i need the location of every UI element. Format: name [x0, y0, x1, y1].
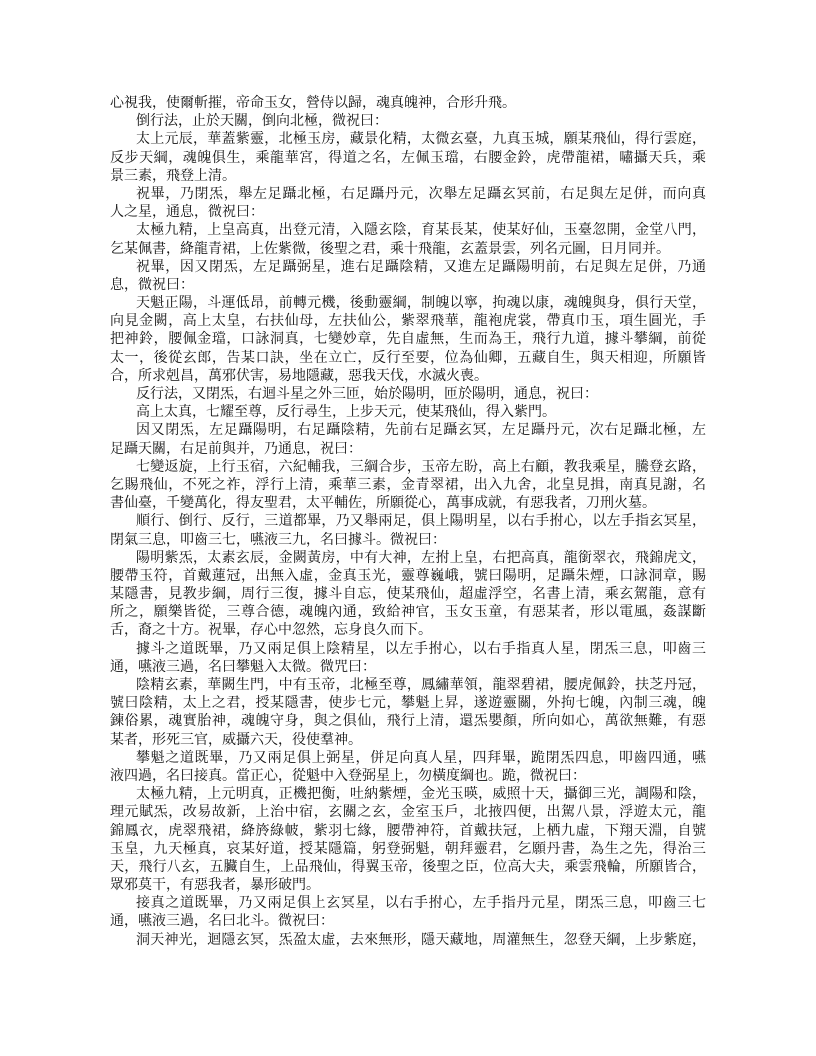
- paragraph: [110, 130, 706, 185]
- paragraph: [110, 749, 706, 785]
- text-line: 太一，後從玄郎，告某口訣，坐在立亡，反行至要，位為仙卿，五藏自生，與天相迎，所願皆: [110, 349, 706, 366]
- text-line: 祝畢，乃閉炁，舉左足躡北極，右足躡丹元，次舉左足躡玄冥前，右足與左足併，而向真: [136, 185, 706, 202]
- text-line: 眾邪莫干，有惡我者，暴形破門。: [110, 877, 320, 894]
- text-line: 通，嚥液三過，名曰北斗。微祝曰：: [110, 913, 334, 930]
- text-line: 因又閉炁，左足躡陽明，右足躡陰精，先前右足躡玄冥，左足躡丹元，次右足躡北極，左: [136, 422, 706, 439]
- paragraph: [110, 512, 706, 548]
- text-line: 把神鈴，腰佩金璫，口詠洞真，七變妙章，先自虛無，生而為王，飛行九道，據斗攀綱，前從: [110, 331, 706, 348]
- text-line: 洞天神光，迴隱玄冥，炁盈太虛，去來無形，隱天藏地，周灌無生，忽登天綱，上步紫庭，: [136, 931, 706, 948]
- text-line: 人之星，通息，微祝曰：: [110, 204, 264, 221]
- text-line: 息，微祝曰：: [110, 276, 194, 293]
- document-page: [110, 94, 706, 949]
- text-line: 書仙臺，千變萬化，得友聖君，太平輔佐，所願從心，萬事成就，有惡我者，刀刑火墓。: [110, 495, 656, 512]
- text-line: 七變返旋，上行玉宿，六紀輔我，三綱合步，玉帝左盼，高上右顧，教我乘星，騰登玄路，: [136, 458, 706, 475]
- text-line: 攀魁之道既畢，乃又兩足俱上弼星，併足向真人星，四拜畢，跪閉炁四息，叩齒四通，嚥: [136, 749, 706, 766]
- text-line: 足躡天關，右足前與并，乃通息，祝曰：: [110, 440, 362, 457]
- paragraph: [110, 640, 706, 676]
- text-line: 乞某佩書，絳龍青裙，上佐紫微，後聖之君，乘十飛龍，玄蓋景雲，列名元圖，日月同并。: [110, 240, 670, 257]
- paragraph: [110, 931, 706, 949]
- paragraph: [110, 94, 706, 112]
- text-line: 心視我，使爾斬摧，帝命玉女，營侍以歸，魂真魄神，合形升飛。: [110, 95, 516, 111]
- paragraph: [110, 221, 706, 257]
- paragraph: [110, 785, 706, 894]
- text-line: 反步天綱，魂魄俱生，乘龍華宮，得道之名，左佩玉璫，右腰金鈴，虎帶龍裙，嘯攝天兵，乘: [110, 149, 706, 166]
- text-line: 天，飛行八玄，五臟自生，上品飛仙，得翼玉帝，後聖之臣，位高大夫，乘雲飛輪，所願皆合，: [110, 858, 706, 875]
- text-line: 反行法，又閉炁，右迴斗星之外三匝，始於陽明，匝於陽明，通息，祝曰：: [136, 386, 598, 402]
- text-line: 舌，裔之十方。祝畢，存心中忽然，忘身良久而下。: [110, 622, 432, 639]
- paragraph: [110, 112, 706, 130]
- paragraph: [110, 676, 706, 749]
- text-line: 陽明紫炁，太素玄辰，金闕黃房，中有大神，左拊上皇，右把高真，龍銜翠衣，飛錦虎文，: [136, 549, 706, 566]
- text-line: 合，所求剋昌，萬邪伏害，易地隱藏，惡我天伐，水滅火喪。: [110, 367, 488, 384]
- paragraph: [110, 894, 706, 930]
- text-line: 通，嚥液三過，名曰攀魁入太微。微咒曰：: [110, 658, 376, 675]
- text-line: 景三素，飛登上清。: [110, 167, 236, 184]
- text-line: 太極九精，上皇高真，出登元清，入隱玄陰，育某長某，使某好仙，玉臺忽開，金堂八門，: [136, 222, 706, 239]
- text-line: 某者，形死三官，威攝六天，役使羣神。: [110, 731, 362, 748]
- paragraph: [110, 385, 706, 403]
- text-line: 倒行法，止於天關，倒向北極，微祝曰：: [136, 113, 388, 130]
- paragraph: [110, 294, 706, 385]
- text-line: 所之，願樂皆從，三尊合德，魂魄內通，致給神官，玉女玉童，有惡某者，形以電風，姦謀斷: [110, 604, 706, 621]
- text-line: 鍊俗累，魂實胎神，魂魄守身，與之俱仙，飛行上清，還炁嬰顏，所向如心，萬欲無難，有惡: [110, 713, 706, 730]
- text-line: 太極九精，上元明真，正機把衡，吐納紫煙，金光玉暎，威照十天，攝御三光，調陽和陰，: [136, 786, 706, 803]
- text-line: 接真之道既畢，乃又兩足俱上玄冥星，以右手拊心，左手指丹元星，閉炁三息，叩齒三七: [136, 895, 706, 912]
- text-line: 腰帶玉符，首戴蓮冠，出無入虛，金真玉光，靈尊巍峨，號曰陽明，足躡朱煙，口詠洞章，賜: [110, 567, 706, 584]
- text-line: 陰精玄素，華闕生門，中有玉帝，北極至尊，鳳繡華領，龍翠碧裙，腰虎佩鈴，扶芝丹冠，: [136, 677, 706, 693]
- text-line: 祝畢，因又閉炁，左足躡弼星，進右足躡陰精，又進左足躡陽明前，右足與左足併，乃通: [136, 258, 706, 275]
- text-line: 天魁正陽，斗運低昂，前轉元機，後動靈綱，制魄以寧，拘魂以康，魂魄與身，俱行天堂，: [136, 295, 706, 312]
- text-line: 錦鳳衣，虎翠飛裙，絳旍綠帔，紫羽七緣，腰帶神符，首戴扶冠，上栖九虛，下翔天淵，自號: [110, 822, 706, 839]
- paragraph: [110, 403, 706, 421]
- text-line: 順行、倒行、反行，三道都畢，乃又舉兩足，俱上陽明星，以右手拊心，以左手指玄冥星，: [136, 513, 706, 530]
- text-line: 乞賜飛仙，不死之祚，浮行上清，乘華三素，金青翠裙，出入九舍，北皇見揖，南真見謝，名: [110, 476, 706, 493]
- paragraph: [110, 549, 706, 640]
- paragraph: [110, 258, 706, 294]
- text-line: 高上太真，七耀至尊，反行尋生，上步天元，使某飛仙，得入紫門。: [136, 404, 556, 421]
- paragraph: [110, 185, 706, 221]
- text-line: 據斗之道既畢，乃又兩足俱上陰精星，以左手拊心，以右手指真人星，閉炁三息，叩齒三: [136, 640, 706, 657]
- text-line: 閉氣三息，叩齒三七，嚥液三九，名曰據斗。微祝曰：: [110, 531, 446, 548]
- paragraph: [110, 421, 706, 457]
- text-line: 理元賦炁，改易故新，上治中宿，玄關之玄，金室玉戶，北掖四便，出駕八景，浮遊太元，龍: [110, 804, 706, 821]
- text-line: 某隱書，見教步綱，周行三復，據斗自忘，使某飛仙，超虛浮空，名書上清，乘玄駕龍，意有: [110, 586, 706, 603]
- text-line: 號曰陰精，太上之君，授某隱書，使步七元，攀魁上昇，遂遊靈關，外拘七魄，內制三魂，魄: [110, 695, 706, 712]
- text-line: 液四過，名曰接真。當正心，從魁中入登弼星上，勿橫度綱也。跪，微祝曰：: [110, 767, 586, 784]
- text-line: 向見金闕，高上太皇，右扶仙母，左扶仙公，紫翠飛華，龍袍虎裳，帶真巾玉，項生圓光，手: [110, 313, 706, 330]
- text-line: 玉皇，九天極真，哀某好道，授某隱篇，躬登弼魁，朝拜靈君，乞願丹書，為生之先，得治三: [110, 840, 706, 857]
- text-line: 太上元辰，華蓋紫靈，北極玉房，藏景化精，太微玄臺，九真玉城，願某飛仙，得行雲庭，: [136, 131, 706, 148]
- paragraph: [110, 458, 706, 513]
